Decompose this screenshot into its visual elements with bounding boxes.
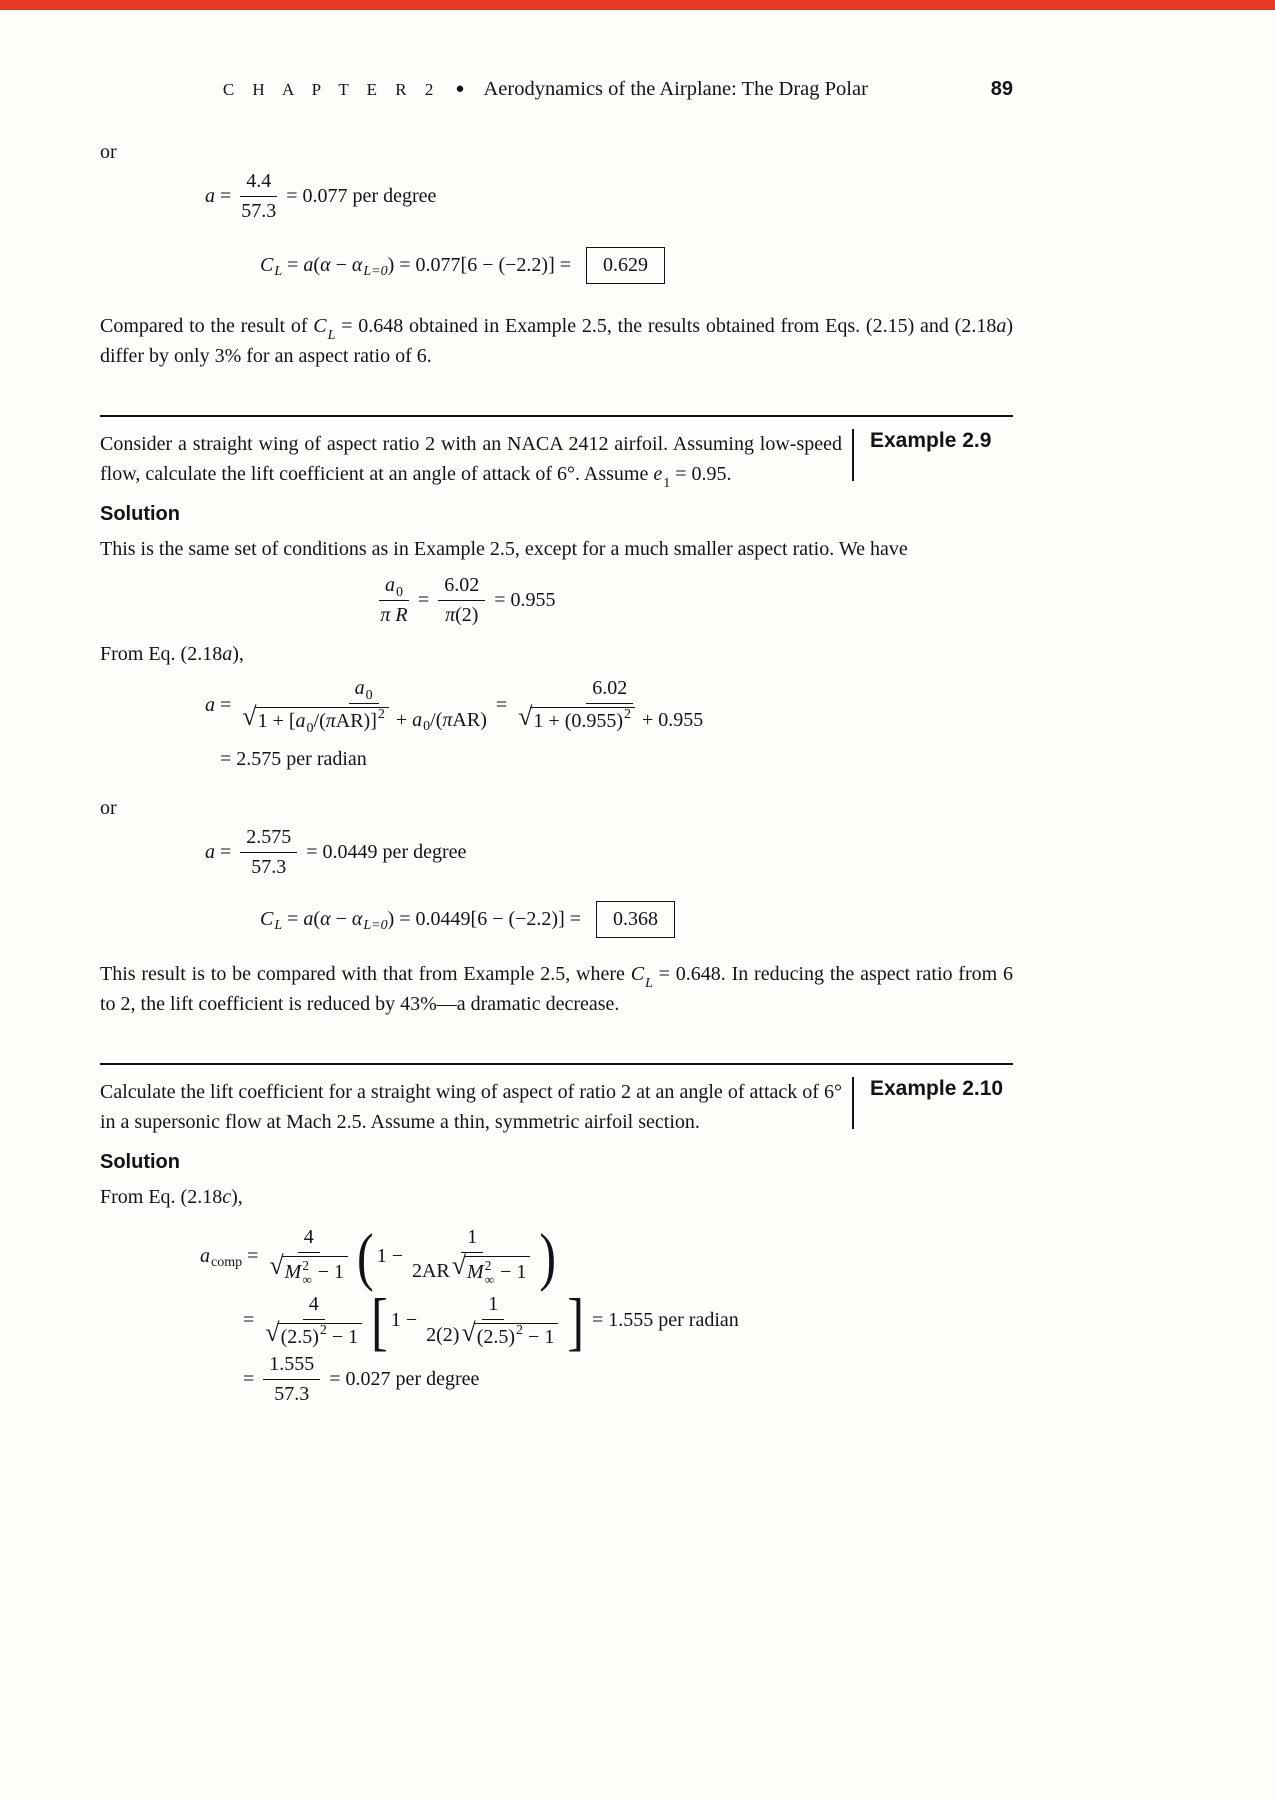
example-2-10-label: Example 2.10 bbox=[870, 1077, 1004, 1100]
example-2-9-label: Example 2.9 bbox=[870, 429, 992, 452]
math-text: − bbox=[330, 907, 352, 930]
math-variable: a bbox=[205, 185, 215, 207]
math-text: 6.02 bbox=[444, 574, 480, 596]
math-text: (2.5) bbox=[280, 1325, 319, 1348]
math-text: 1 + [ bbox=[257, 710, 296, 732]
example-2-9-section bbox=[100, 415, 1013, 1019]
radicand bbox=[530, 707, 635, 733]
math-square-root bbox=[265, 1317, 362, 1349]
math-text: = 1.555 per radian bbox=[586, 1309, 739, 1332]
radical-icon: √ bbox=[518, 702, 533, 731]
example-2-10-header bbox=[100, 1065, 1013, 1137]
equation-acomp-definition bbox=[200, 1219, 1013, 1293]
math-variable: α bbox=[320, 907, 331, 930]
math-text: ( bbox=[313, 907, 321, 930]
radicand bbox=[464, 1256, 530, 1287]
bullet-separator-icon: ● bbox=[455, 81, 465, 97]
equation-lift-slope-per-degree bbox=[205, 170, 1013, 223]
math-fraction bbox=[412, 1226, 532, 1287]
math-fraction bbox=[240, 826, 297, 879]
math-variable: a bbox=[412, 708, 423, 731]
math-text: 2.575 bbox=[246, 826, 292, 848]
math-superscript: 2 bbox=[484, 1258, 492, 1273]
connector-word-or: or bbox=[100, 797, 117, 819]
fraction-numerator bbox=[263, 1353, 320, 1380]
math-text: + bbox=[390, 708, 413, 731]
fraction-numerator bbox=[482, 1293, 504, 1320]
math-text: 1 + (0.955) bbox=[533, 710, 624, 732]
paragraph-comparison-example-2-5 bbox=[100, 311, 1013, 371]
math-superscript: 2 bbox=[302, 1258, 309, 1273]
math-variable: π bbox=[325, 710, 336, 732]
equation-acomp-numeric-radian bbox=[243, 1284, 1013, 1358]
math-text: ) differ by only 3% for an aspect ratio of 6. bbox=[100, 315, 1013, 367]
equation-a0-over-piR bbox=[375, 574, 1013, 627]
math-text: ( bbox=[313, 253, 321, 276]
math-text: 57.3 bbox=[251, 856, 287, 878]
scan-edge-red-strip bbox=[0, 0, 1275, 10]
math-fraction bbox=[267, 1226, 350, 1287]
fraction-denominator bbox=[516, 704, 703, 733]
math-text: From Eq. (2.18 bbox=[100, 1186, 223, 1208]
equation-lift-coefficient-boxed-0368 bbox=[260, 897, 1013, 941]
math-superscript: 2 bbox=[516, 1322, 524, 1338]
math-subscript: ∞ bbox=[302, 1271, 312, 1287]
math-variable: a bbox=[303, 907, 314, 930]
equation-lift-slope-radian bbox=[205, 677, 1013, 736]
math-variable: a bbox=[295, 710, 306, 732]
running-header bbox=[100, 78, 1013, 101]
math-text: 1 − bbox=[376, 1244, 408, 1267]
boxed-result bbox=[596, 901, 675, 938]
from-eq-218c-line bbox=[100, 1182, 1013, 1212]
math-subscript: 0 bbox=[423, 719, 431, 734]
math-fraction bbox=[516, 677, 703, 733]
math-variable: C bbox=[260, 907, 274, 930]
math-text: 57.3 bbox=[274, 1382, 310, 1405]
solution-heading: Solution bbox=[100, 503, 180, 525]
math-text: = bbox=[282, 253, 304, 276]
fraction-denominator bbox=[267, 1253, 350, 1287]
math-variable: π bbox=[445, 604, 456, 626]
math-variable: e bbox=[653, 463, 663, 485]
radicand bbox=[474, 1323, 559, 1349]
fraction-denominator bbox=[445, 601, 478, 627]
page-number: 89 bbox=[990, 78, 1013, 100]
math-text: = 0.0449 per degree bbox=[301, 841, 467, 863]
math-subscript: 0 bbox=[365, 687, 373, 703]
math-text: This is the same set of conditions as in Example 2.5, except for a much smaller aspect ratio. We have bbox=[100, 538, 908, 560]
math-text: 1 bbox=[467, 1226, 478, 1248]
chapter-label: C H A P T E R 2 bbox=[222, 80, 441, 99]
radical-icon: √ bbox=[265, 1317, 280, 1347]
math-text: 2AR bbox=[411, 1259, 450, 1282]
fraction-numerator bbox=[379, 574, 409, 601]
fraction-denominator bbox=[240, 702, 487, 736]
math-text: − 1 bbox=[523, 1325, 555, 1348]
from-eq-218a-line bbox=[100, 639, 1013, 669]
math-variable: α bbox=[320, 253, 331, 276]
page-content bbox=[0, 78, 1275, 1406]
math-variable: a bbox=[996, 315, 1007, 337]
math-text: ), bbox=[231, 1186, 243, 1208]
math-square-root bbox=[461, 1317, 558, 1349]
math-text: Calculate the lift coefficient for a straight wing of aspect of ratio 2 at an angle of attack of 6° in a supersonic flow at Mach 2.5. Assume a thin, symmetric airfoil section. bbox=[100, 1081, 842, 1133]
math-text: (2.5) bbox=[476, 1325, 516, 1348]
math-text: = bbox=[215, 185, 237, 207]
math-fraction bbox=[426, 1293, 560, 1349]
running-header-center bbox=[100, 78, 991, 101]
radicand bbox=[278, 1323, 363, 1349]
equation-2575-per-radian bbox=[220, 737, 1013, 781]
math-variable: M bbox=[467, 1261, 484, 1284]
math-variable: a bbox=[205, 841, 215, 863]
math-text: 1.555 bbox=[269, 1352, 315, 1375]
math-text: From Eq. (2.18 bbox=[100, 643, 223, 665]
math-variable: a bbox=[200, 1244, 210, 1267]
equation-00449-per-degree bbox=[205, 826, 1013, 879]
paragraph-same-conditions bbox=[100, 534, 1013, 564]
math-text: 4 bbox=[308, 1292, 319, 1315]
math-sup-sub-stack bbox=[485, 1259, 494, 1287]
fraction-numerator bbox=[349, 677, 379, 704]
math-subscript: 0 bbox=[306, 720, 314, 736]
radical-icon: √ bbox=[451, 1251, 467, 1280]
math-fraction bbox=[263, 1293, 364, 1349]
math-subscript: L=0 bbox=[363, 264, 388, 279]
fraction-denominator bbox=[251, 853, 286, 879]
math-variable: C bbox=[260, 253, 274, 276]
math-variable: a bbox=[385, 574, 395, 596]
math-fraction bbox=[438, 574, 485, 627]
math-text: Compared to the result of bbox=[100, 315, 314, 337]
fraction-denominator bbox=[380, 601, 407, 627]
fraction-denominator bbox=[412, 1253, 532, 1287]
math-text: 4.4 bbox=[246, 170, 272, 192]
math-text: = 0.077 per degree bbox=[281, 185, 437, 207]
math-text: AR)] bbox=[335, 710, 377, 732]
fraction-numerator bbox=[298, 1226, 320, 1253]
chapter-title: Aerodynamics of the Airplane: The Drag Polar bbox=[483, 78, 868, 100]
math-text: = bbox=[413, 589, 435, 611]
math-sup-sub-stack bbox=[302, 1259, 311, 1287]
math-text: 2(2) bbox=[426, 1324, 460, 1347]
fraction-numerator bbox=[240, 826, 297, 853]
connector-word-or: or bbox=[100, 141, 117, 163]
math-subscript: L bbox=[645, 976, 653, 991]
math-subscript: 0 bbox=[396, 584, 403, 600]
solution-heading: Solution bbox=[100, 1151, 180, 1173]
math-superscript: 2 bbox=[377, 707, 385, 723]
math-text: + 0.955 bbox=[637, 708, 704, 731]
radical-icon: √ bbox=[461, 1317, 476, 1347]
math-variable: M bbox=[284, 1261, 302, 1284]
fraction-numerator bbox=[303, 1293, 325, 1320]
fraction-denominator bbox=[426, 1317, 560, 1349]
radicand bbox=[282, 1256, 348, 1287]
math-text: = bbox=[242, 1244, 264, 1267]
math-text: 6.02 bbox=[592, 677, 628, 699]
equation-acomp-per-degree bbox=[243, 1353, 1013, 1406]
math-subscript: L bbox=[274, 264, 283, 279]
math-text: /( bbox=[430, 708, 443, 731]
math-subscript: L bbox=[274, 918, 283, 933]
math-text: − 1 bbox=[312, 1261, 345, 1284]
radical-icon: √ bbox=[242, 702, 257, 731]
math-variable: α bbox=[351, 907, 363, 930]
math-text: = bbox=[243, 1309, 260, 1332]
math-variable: R bbox=[395, 604, 408, 626]
math-text: 0.368 bbox=[613, 907, 659, 930]
fraction-numerator bbox=[461, 1226, 483, 1253]
math-text: − 1 bbox=[326, 1325, 359, 1348]
example-2-10-section bbox=[100, 1063, 1013, 1406]
math-subscript: 1 bbox=[663, 476, 671, 491]
math-text: = 0.955 bbox=[489, 589, 556, 611]
math-text: = bbox=[490, 693, 513, 716]
math-text: = 0.648 obtained in Example 2.5, the results obtained from Eqs. (2.15) and (2.18 bbox=[335, 315, 997, 337]
math-text: = 0.027 per degree bbox=[324, 1367, 480, 1390]
radicand bbox=[255, 707, 389, 736]
example-2-10-problem-statement bbox=[100, 1077, 842, 1137]
math-text: = 2.575 per radian bbox=[220, 747, 367, 770]
math-superscript: 2 bbox=[624, 707, 632, 723]
boxed-result bbox=[586, 247, 665, 284]
math-text: 1 − bbox=[390, 1309, 423, 1332]
math-variable: π bbox=[380, 604, 391, 626]
math-big-bracket: [ bbox=[371, 1284, 388, 1358]
equation-lift-coefficient-boxed-0629 bbox=[260, 243, 1013, 287]
math-text: − bbox=[330, 253, 352, 276]
fraction-denominator bbox=[241, 197, 276, 223]
math-variable: a bbox=[354, 677, 365, 699]
math-variable: a bbox=[222, 643, 233, 665]
math-text: /( bbox=[313, 710, 326, 732]
math-big-bracket: ) bbox=[539, 1219, 557, 1293]
math-subscript: ∞ bbox=[484, 1271, 495, 1287]
example-2-9-problem-statement bbox=[100, 429, 842, 489]
math-subscript: L=0 bbox=[363, 918, 388, 933]
math-text: (2) bbox=[455, 604, 479, 626]
math-text: 0.629 bbox=[603, 253, 649, 276]
math-text: 57.3 bbox=[241, 200, 277, 222]
math-square-root bbox=[269, 1251, 348, 1287]
fraction-numerator bbox=[240, 170, 277, 197]
example-2-9-header bbox=[100, 417, 1013, 489]
math-text: = bbox=[282, 907, 304, 930]
math-text: ) = 0.0449[6 − (−2.2)] = bbox=[387, 907, 587, 930]
math-text: ) = 0.077[6 − (−2.2)] = bbox=[387, 253, 577, 276]
math-text: AR) bbox=[452, 708, 487, 731]
math-text: This result is to be compared with that from Example 2.5, where bbox=[100, 963, 631, 985]
math-fraction bbox=[379, 574, 409, 627]
math-text: 4 bbox=[303, 1226, 314, 1248]
math-text: = 0.95. bbox=[670, 463, 732, 485]
math-text: − 1 bbox=[495, 1261, 527, 1284]
math-variable: α bbox=[351, 253, 363, 276]
fraction-denominator bbox=[274, 1380, 309, 1406]
math-text: ), bbox=[232, 643, 244, 665]
math-subscript: L bbox=[327, 328, 336, 343]
math-variable: C bbox=[630, 963, 645, 985]
math-variable: c bbox=[222, 1186, 232, 1208]
math-square-root bbox=[518, 702, 635, 733]
math-big-bracket: ] bbox=[567, 1284, 584, 1358]
math-text: = bbox=[243, 1367, 260, 1390]
math-square-root bbox=[242, 702, 389, 736]
math-superscript: 2 bbox=[319, 1322, 327, 1338]
math-variable: a bbox=[303, 253, 314, 276]
math-variable: C bbox=[313, 315, 327, 337]
math-fraction bbox=[263, 1353, 320, 1406]
math-text: Consider a straight wing of aspect ratio 2 with an NACA 2412 airfoil. Assuming low-speed flow, calculate the lift coefficient at an angle of attack of 6°. Assume bbox=[100, 433, 842, 485]
paragraph-result-comparison bbox=[100, 959, 1013, 1019]
radical-icon: √ bbox=[269, 1251, 284, 1280]
math-fraction bbox=[240, 170, 277, 223]
fraction-numerator bbox=[438, 574, 485, 601]
math-text: 1 bbox=[488, 1292, 499, 1315]
math-subscript: comp bbox=[211, 1255, 243, 1271]
fraction-numerator bbox=[586, 677, 633, 704]
math-text: = bbox=[215, 841, 237, 863]
math-fraction bbox=[240, 677, 487, 736]
math-big-bracket: ( bbox=[357, 1219, 374, 1293]
fraction-denominator bbox=[263, 1317, 364, 1349]
math-variable: a bbox=[205, 693, 215, 716]
math-square-root bbox=[451, 1251, 531, 1287]
math-variable: π bbox=[442, 708, 453, 731]
math-text: = 0.648. In reducing the aspect ratio from 6 to 2, the lift coefficient is reduced by 43%—a dramatic decrease. bbox=[100, 963, 1014, 1015]
math-text: = bbox=[215, 693, 237, 716]
